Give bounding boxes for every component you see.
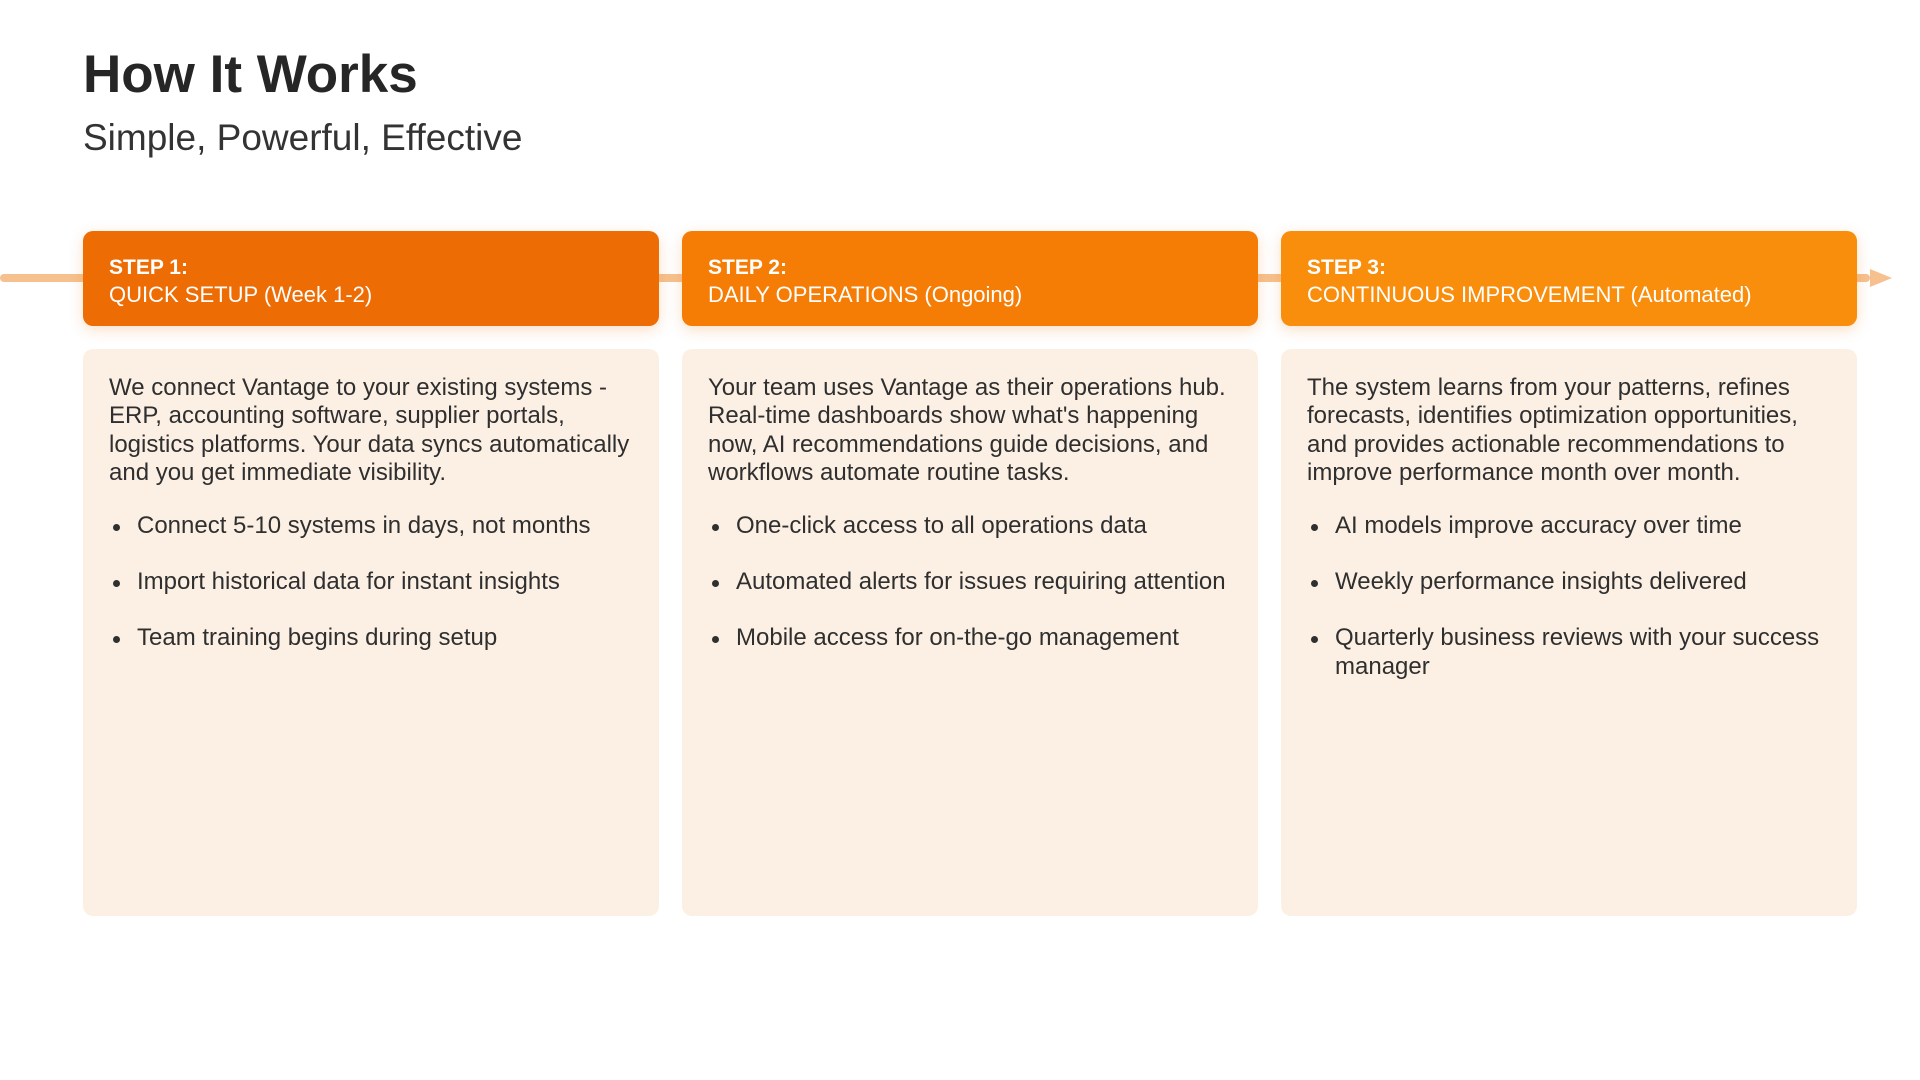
page-subtitle: Simple, Powerful, Effective	[83, 117, 523, 158]
step-header-3	[1281, 231, 1857, 326]
bullet-icon	[712, 580, 719, 587]
step-label: CONTINUOUS IMPROVEMENT (Automated)	[1307, 282, 1752, 307]
list-item-text: Mobile access for on-the-go management	[736, 624, 1179, 652]
step-header-1	[83, 231, 659, 326]
step-body-1	[83, 349, 659, 916]
list-item-text: Automated alerts for issues requiring attention	[736, 568, 1226, 596]
bullet-icon	[1311, 580, 1318, 587]
bullet-icon	[113, 636, 120, 643]
step-bullet-list	[109, 512, 633, 653]
list-item	[109, 512, 633, 540]
bullet-icon	[1311, 524, 1318, 531]
step-number: STEP 2:	[708, 256, 787, 279]
step-header-2	[682, 231, 1258, 326]
list-item-text: Connect 5-10 systems in days, not months	[137, 511, 591, 539]
bullet-icon	[113, 580, 120, 587]
bullet-icon	[1311, 636, 1318, 643]
list-item-text: Team training begins during setup	[137, 624, 498, 652]
list-item-text: Import historical data for instant insights	[137, 568, 560, 596]
list-item	[1307, 568, 1831, 596]
step-number: STEP 1:	[109, 256, 188, 279]
step-description: We connect Vantage to your existing systems - ERP, accounting software, supplier portals, logistics platforms. Your data syncs automatically and you get immediate visibility.	[109, 374, 630, 487]
list-item	[708, 512, 1232, 540]
step-body-2	[682, 349, 1258, 916]
list-item	[708, 624, 1232, 652]
step-label: QUICK SETUP (Week 1-2)	[109, 282, 373, 307]
step-number: STEP 3:	[1307, 256, 1386, 279]
list-item	[1307, 512, 1831, 540]
step-bullet-list	[708, 512, 1232, 653]
step-card-3	[1281, 231, 1857, 916]
list-item-text: AI models improve accuracy over time	[1335, 511, 1742, 539]
step-body-3	[1281, 349, 1857, 916]
step-bullet-list	[1307, 512, 1831, 682]
bullet-icon	[712, 524, 719, 531]
step-card-1	[83, 231, 659, 916]
step-description: The system learns from your patterns, refines forecasts, identifies optimization opportunities, and provides actionable recommendations to improve performance month over month.	[1307, 374, 1798, 487]
list-item	[109, 624, 633, 652]
step-label: DAILY OPERATIONS (Ongoing)	[708, 282, 1023, 307]
page-title: How It Works	[83, 45, 418, 104]
step-description: Your team uses Vantage as their operations hub. Real-time dashboards show what's happening now, AI recommendations guide decisions, and workflows automate routine tasks.	[708, 374, 1226, 487]
bullet-icon	[712, 636, 719, 643]
step-card-2	[682, 231, 1258, 916]
list-item-text: One-click access to all operations data	[736, 511, 1147, 539]
list-item-text: Quarterly business reviews with your success manager	[1335, 624, 1820, 680]
arrow-right-icon	[1870, 269, 1892, 287]
list-item-text: Weekly performance insights delivered	[1335, 568, 1747, 596]
list-item	[1307, 624, 1831, 681]
list-item	[708, 568, 1232, 596]
bullet-icon	[113, 524, 120, 531]
list-item	[109, 568, 633, 596]
